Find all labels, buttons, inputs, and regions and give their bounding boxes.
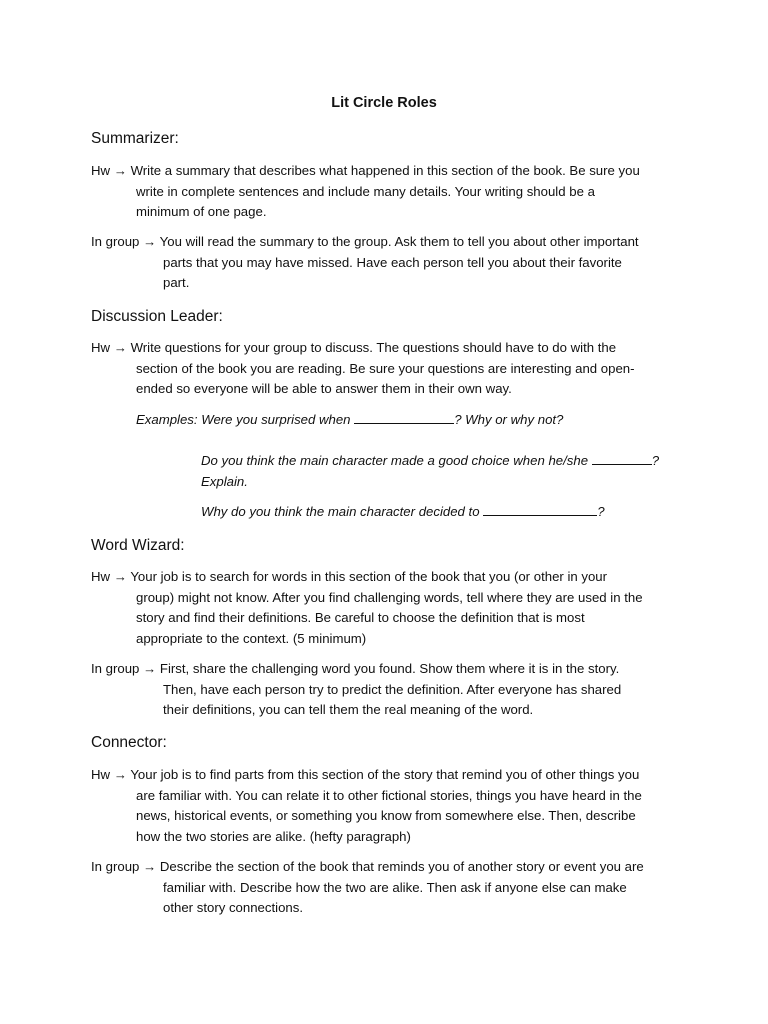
summarizer-group-paragraph xyxy=(91,232,691,294)
text-line: In group → Describe the section of the book that reminds you of another story or event you are xyxy=(91,859,644,874)
page-title: Lit Circle Roles xyxy=(331,95,437,111)
example-text: ? xyxy=(597,504,605,519)
text-line: ended so everyone will be able to answer them in their own way. xyxy=(136,381,512,397)
section-heading-discussion-leader: Discussion Leader: xyxy=(91,308,223,325)
example-text: ? xyxy=(651,453,660,468)
text-line: Then, have each person try to predict the definition. After everyone has shared xyxy=(163,681,622,697)
example-text: Why do you think the main character decided to xyxy=(201,504,484,519)
summarizer-hw-paragraph xyxy=(91,161,691,223)
text-line: their definitions, you can tell them the real meaning of the word. xyxy=(163,702,534,718)
fill-blank xyxy=(483,503,597,516)
example-text: ? Why or why not? xyxy=(454,412,564,427)
text-line: story and find their definitions. Be careful to choose the definition that is most xyxy=(136,610,585,626)
text-line: parts that you may have missed. Have each person tell you about their favorite xyxy=(163,254,622,270)
fill-blank xyxy=(354,411,454,424)
example-question-2 xyxy=(201,451,659,492)
example-question-3 xyxy=(201,502,605,523)
text-line: other story connections. xyxy=(163,900,304,916)
text-line: group) might not know. After you find challenging words, tell where they are used in the xyxy=(136,589,643,605)
text-line: familiar with. Describe how the two are alike. Then ask if anyone else can make xyxy=(163,879,627,895)
text-line: part. xyxy=(163,275,190,291)
wizard-hw-paragraph xyxy=(91,567,691,649)
section-heading-connector: Connector: xyxy=(91,734,167,751)
text-line: how the two stories are alike. (hefty paragraph) xyxy=(136,828,411,844)
text-line: are familiar with. You can relate it to other fictional stories, things you have heard in the xyxy=(136,787,642,803)
text-line: write in complete sentences and include many details. Your writing should be a xyxy=(136,183,595,199)
example-text: Examples: Were you surprised when xyxy=(136,412,355,427)
text-line: appropriate to the context. (5 minimum) xyxy=(136,630,367,646)
text-line: Hw → Write a summary that describes what happened in this section of the book. Be sure you xyxy=(91,163,640,178)
wizard-group-paragraph xyxy=(91,659,691,721)
example-question-1 xyxy=(136,410,563,431)
text-line: Hw → Your job is to search for words in this section of the book that you (or other in your xyxy=(91,569,608,584)
connector-hw-paragraph xyxy=(91,765,691,847)
text-line: In group → You will read the summary to the group. Ask them to tell you about other important xyxy=(91,234,639,249)
text-line: news, historical events, or something you know from somewhere else. Then, describe xyxy=(136,808,636,824)
text-line: section of the book you are reading. Be sure your questions are interesting and open- xyxy=(136,360,635,376)
section-heading-word-wizard: Word Wizard: xyxy=(91,537,185,554)
connector-group-paragraph xyxy=(91,857,691,919)
section-heading-summarizer: Summarizer: xyxy=(91,130,179,147)
text-line: Hw → Write questions for your group to discuss. The questions should have to do with the xyxy=(91,340,617,355)
fill-blank xyxy=(592,452,652,465)
text-line: minimum of one page. xyxy=(136,204,267,220)
discussion-hw-paragraph xyxy=(91,338,691,400)
text-line: In group → First, share the challenging word you found. Show them where it is in the story. xyxy=(91,661,620,676)
text-line: Hw → Your job is to find parts from this section of the story that remind you of other things you xyxy=(91,767,640,782)
example-text: Explain. xyxy=(201,473,248,489)
example-text: Do you think the main character made a good choice when he/she xyxy=(201,453,592,468)
